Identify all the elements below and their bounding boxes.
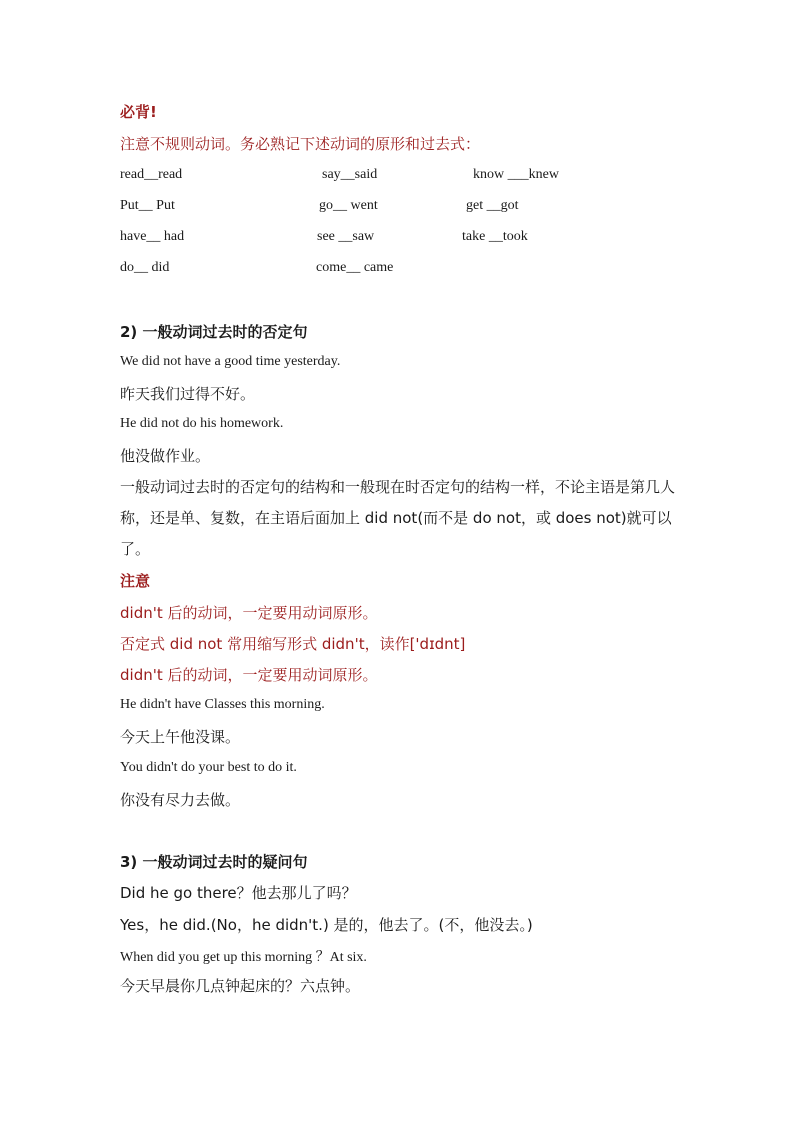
question-line: Did he go there？他去那儿了吗？ <box>120 884 357 902</box>
section-3-title: 3) 一般动词过去时的疑问句 <box>120 853 308 871</box>
example-en: He didn't have Classes this morning. <box>120 697 325 712</box>
verb-cell: go__ went <box>319 198 378 213</box>
question-line: When did you get up this morning ？At six. <box>120 950 367 965</box>
verb-cell: know ___knew <box>473 167 559 182</box>
verb-cell: do__ did <box>120 260 170 275</box>
verb-cell: Put__ Put <box>120 198 175 213</box>
example-en: He did not do his homework. <box>120 416 284 431</box>
verb-cell: come__ came <box>316 260 394 275</box>
verb-cell: get __got <box>466 198 519 213</box>
verb-cell: take __took <box>462 229 528 244</box>
note-line: didn't 后的动词，一定要用动词原形。 <box>120 666 378 684</box>
irregular-verb-note: 注意不规则动词。务必熟记下述动词的原形和过去式： <box>120 135 481 153</box>
verb-cell: see __saw <box>317 229 375 244</box>
section-2-title: 2) 一般动词过去时的否定句 <box>120 323 308 341</box>
verb-cell: say__said <box>322 167 378 182</box>
example-en: You didn't do your best to do it. <box>120 760 297 775</box>
example-zh: 今天上午他没课。 <box>120 728 241 746</box>
note-title: 注意 <box>120 572 151 590</box>
answer-line: Yes，he did.(No，he didn't.) 是的，他去了。(不，他没去。) <box>120 916 533 934</box>
heading-must-memorize: 必背! <box>120 103 157 121</box>
explanation-paragraph: 一般动词过去时的否定句的结构和一般现在时否定句的结构一样，不论主语是第几人称，还是单、复数，在主语后面加上 did not(而不是 do not，或 does not)就可以了。 <box>120 478 676 558</box>
note-line: 否定式 did not 常用缩写形式 didn't，读作['dɪdnt] <box>120 635 466 653</box>
note-line: didn't 后的动词，一定要用动词原形。 <box>120 604 378 622</box>
verb-cell: have__ had <box>120 229 185 244</box>
example-zh: 他没做作业。 <box>120 447 211 465</box>
example-zh: 你没有尽力去做。 <box>120 791 241 809</box>
example-zh: 昨天我们过得不好。 <box>120 385 256 403</box>
example-en: We did not have a good time yesterday. <box>120 354 341 369</box>
verb-cell: read__read <box>120 167 183 182</box>
answer-zh: 今天早晨你几点钟起床的？六点钟。 <box>120 977 361 995</box>
